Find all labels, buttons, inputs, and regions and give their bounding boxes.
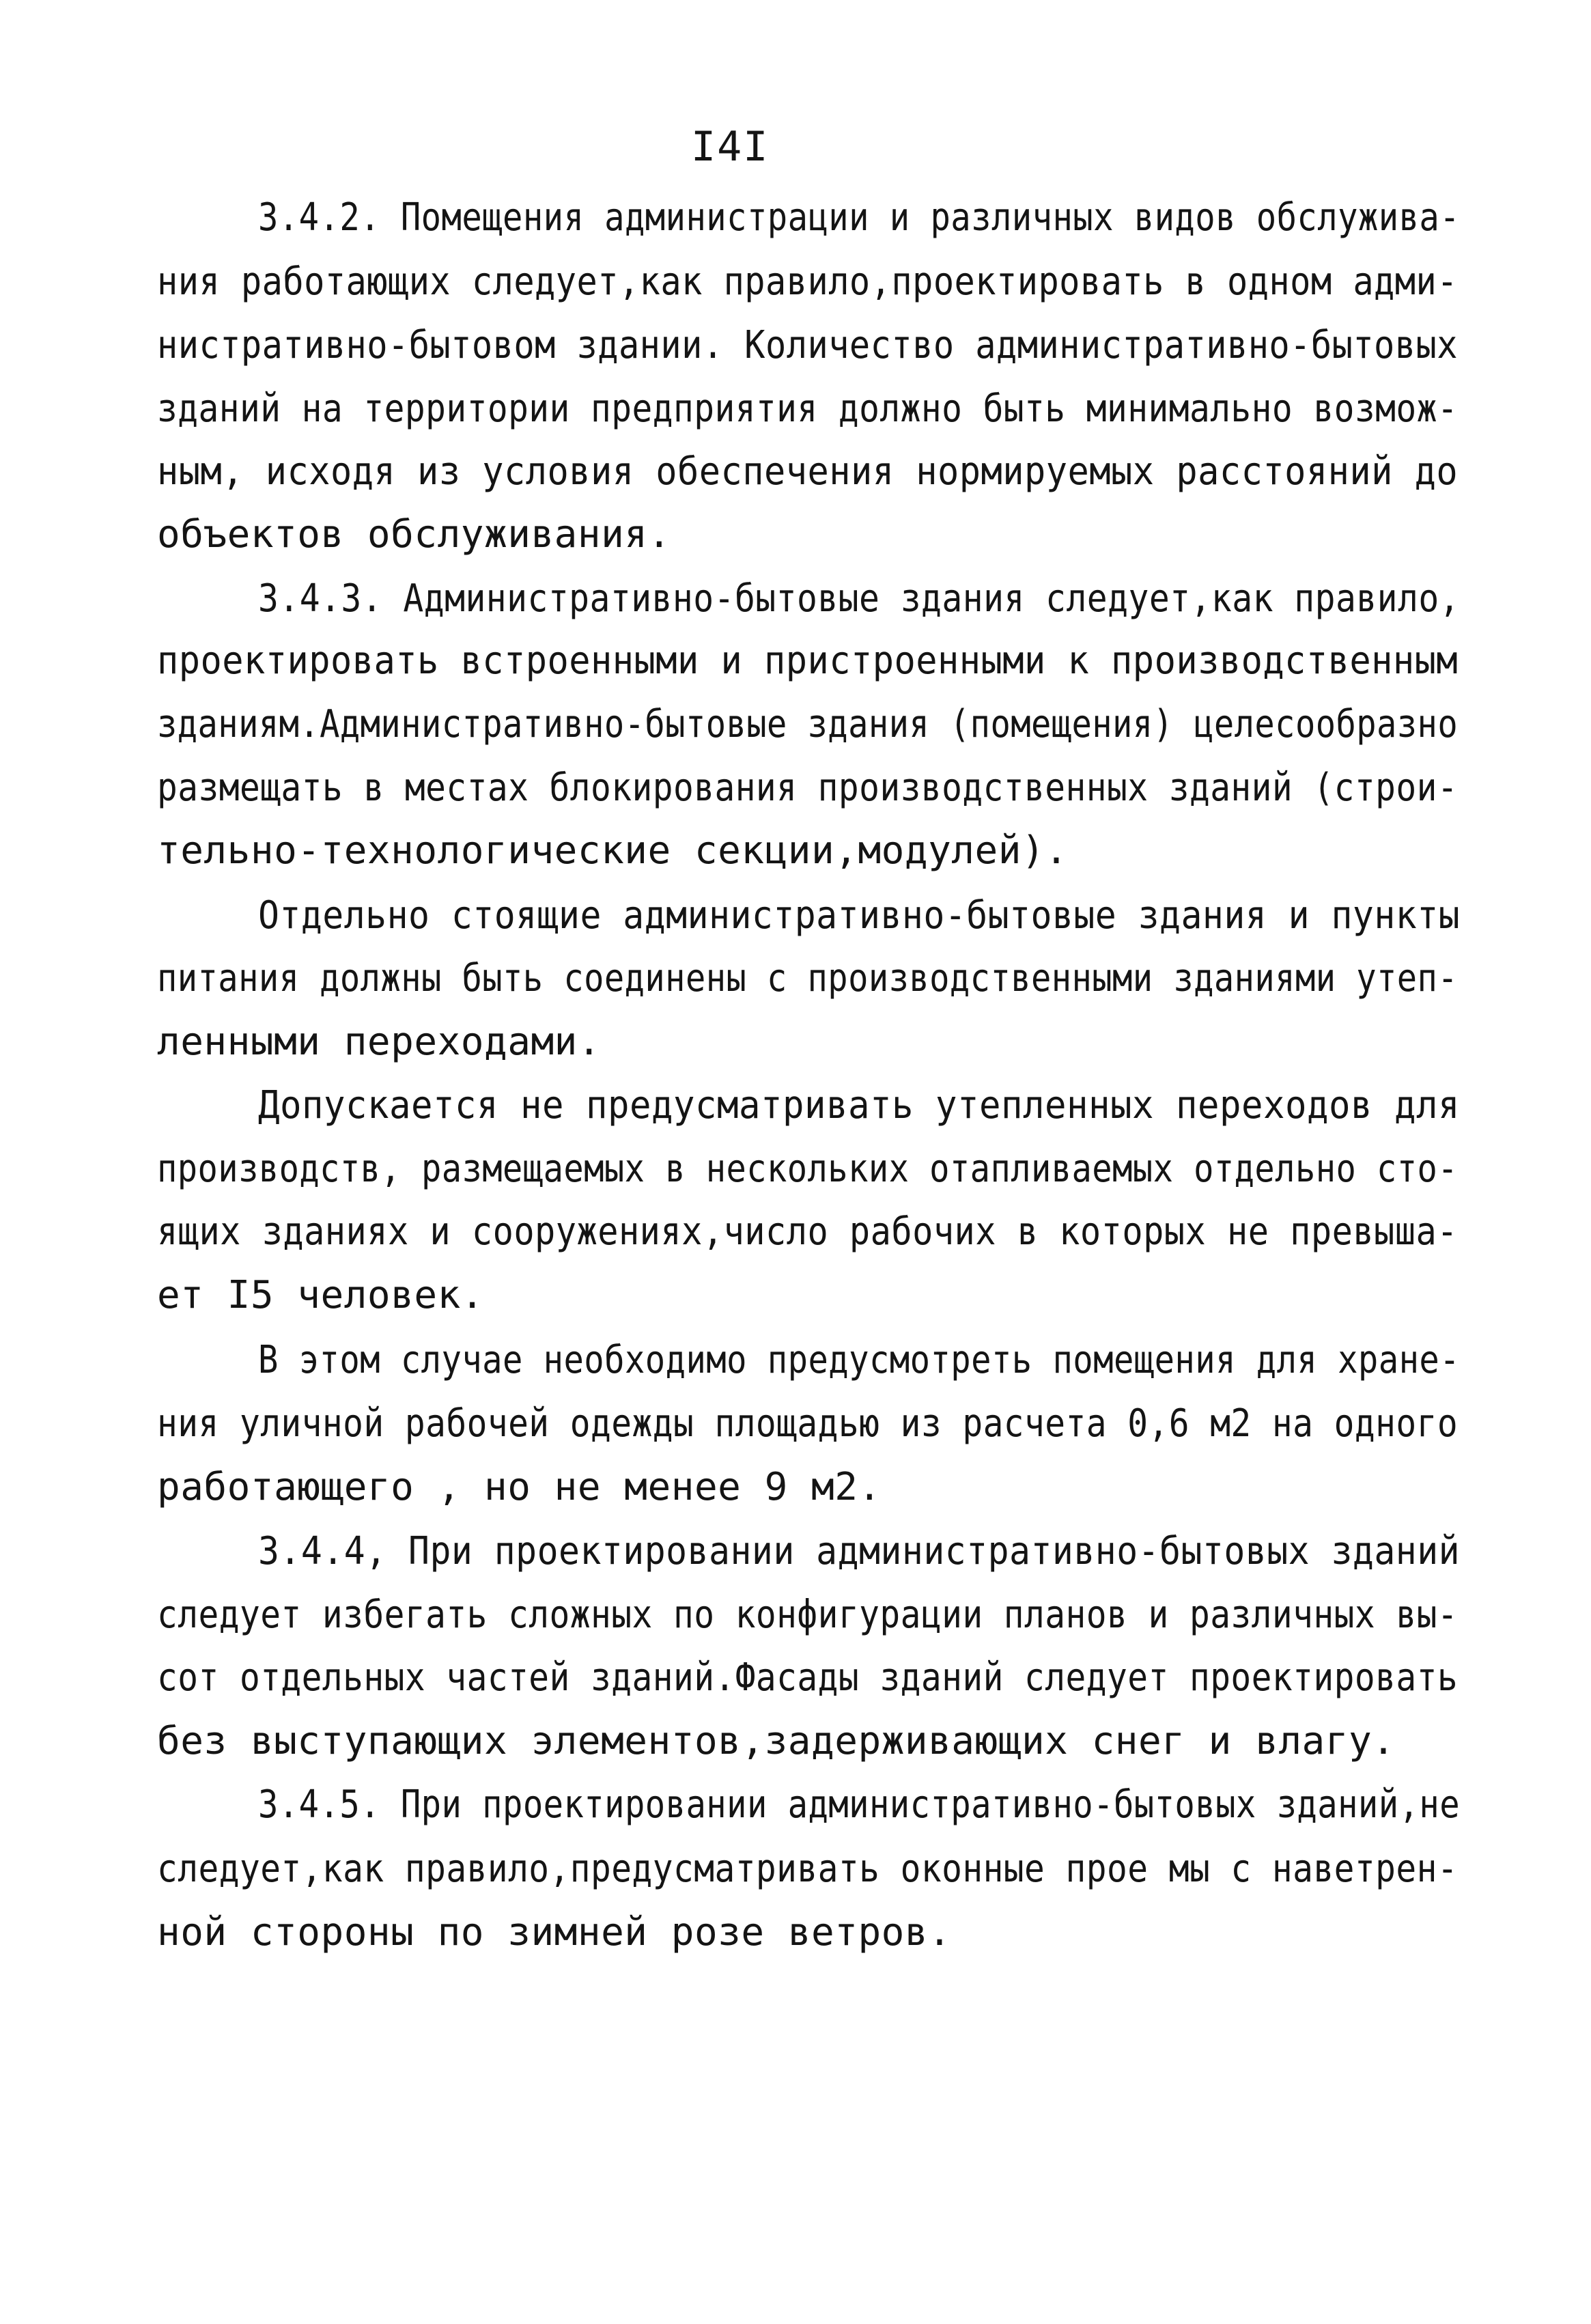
- text-line: нистративно-бытовом здании. Количество административно-бытовых: [157, 323, 1458, 367]
- text-line: 3.4.3. Административно-бытовые здания следует,как правило,: [258, 576, 1461, 621]
- text-line: ящих зданиях и сооружениях,число рабочих в которых не превыша-: [157, 1209, 1458, 1254]
- text-line: Отдельно стоящие административно-бытовые здания и пункты: [258, 893, 1461, 938]
- text-line: работающего , но не менее 9 м2.: [157, 1465, 882, 1509]
- text-line: тельно-технологические секции,модулей).: [157, 828, 1069, 873]
- text-line: ния уличной рабочей одежды площадью из расчета 0,6 м2 на одного: [157, 1401, 1459, 1446]
- text-line: ет I5 человек.: [157, 1273, 485, 1317]
- text-line: следует избегать сложных по конфигурации планов и различных вы-: [157, 1593, 1459, 1637]
- text-line: 3.4.2. Помещения администрации и различных видов обслужива-: [258, 195, 1461, 240]
- text-line: питания должны быть соединены с производственными зданиями утеп-: [157, 956, 1459, 1000]
- text-line: Допускается не предусматривать утепленных переходов для: [258, 1083, 1461, 1128]
- text-line: зданиям.Административно-бытовые здания (помещения) целесообразно: [157, 702, 1459, 746]
- text-line: ленными переходами.: [157, 1020, 602, 1064]
- text-line: производств, размещаемых в нескольких отапливаемых отдельно сто-: [157, 1147, 1459, 1191]
- text-line: ния работающих следует,как правило,проектировать в одном адми-: [157, 260, 1458, 304]
- text-line: следует,как правило,предусматривать оконные прое мы с наветрен-: [157, 1847, 1459, 1891]
- text-line: сот отдельных частей зданий.Фасады зданий следует проектировать: [157, 1655, 1459, 1700]
- text-line: ным, исходя из условия обеспечения нормируемых расстояний до: [157, 449, 1459, 494]
- text-line: 3.4.4, При проектировании административно-бытовых зданий: [258, 1529, 1461, 1573]
- text-line: ной стороны по зимней розе ветров.: [157, 1910, 952, 1955]
- text-line: В этом случае необходимо предусмотреть помещения для хране-: [258, 1338, 1461, 1382]
- text-line: размещать в местах блокирования производственных зданий (строи-: [157, 766, 1459, 810]
- page-number: I4I: [691, 123, 770, 171]
- text-line: объектов обслуживания.: [157, 512, 671, 557]
- text-line: проектировать встроенными и пристроенными к производственным: [157, 639, 1459, 683]
- text-line: зданий на территории предприятия должно быть минимально возмож-: [157, 387, 1459, 431]
- text-line: без выступающих элементов,задерживающих снег и влагу.: [157, 1719, 1396, 1763]
- text-line: 3.4.5. При проектировании административно-бытовых зданий,не: [258, 1782, 1461, 1827]
